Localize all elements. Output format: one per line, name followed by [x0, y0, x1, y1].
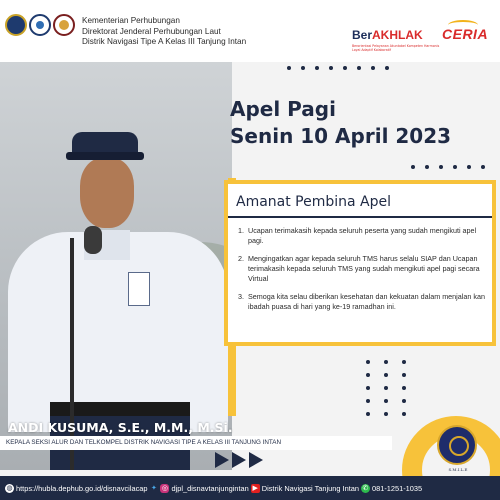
youtube-icon: ▶: [252, 485, 258, 492]
list-item: [238, 254, 488, 284]
smile-logo: [437, 425, 477, 465]
header: [0, 0, 500, 62]
arrow-right-icon: [232, 452, 246, 468]
item-text: Semoga kita selau diberikan kesehatan dan kekuatan dalam menjalan kan ibadah puasa di hari yang ke-19 ramadhan ini.: [248, 292, 485, 311]
amanat-list: [238, 226, 488, 320]
whatsapp-icon: ✆: [362, 485, 369, 492]
website-link[interactable]: https://hubla.dephub.go.id/disnavcilacap: [16, 483, 148, 493]
instagram-handle[interactable]: djpl_disnavtanjungintan: [171, 483, 249, 493]
face: [80, 158, 134, 228]
item-text: Mengingatkan agar kepada seluruh TMS harus selalu SIAP dan Ucapan terimakasih kepada seluruh TMS yang sudah mengikuti apel pagi secara Virtual: [248, 254, 480, 283]
item-text: Ucapan terimakasih kepada seluruh peserta yang sudah mengikuti apel pagi.: [248, 226, 477, 245]
sea-transport-logo: [29, 14, 51, 36]
dot-row-top: [287, 66, 389, 70]
youtube-channel[interactable]: Distrik Navigasi Tanjung Intan: [261, 483, 359, 493]
card-divider: [228, 216, 492, 218]
phone-number[interactable]: 081-1251-1035: [371, 483, 423, 493]
item-number: 3.: [238, 292, 244, 301]
org-line-3: Distrik Navigasi Tipe A Kelas III Tanjung Intan: [82, 37, 247, 46]
footer-youtube[interactable]: [251, 484, 359, 493]
footer-instagram[interactable]: [149, 484, 248, 493]
arrow-right-icon: [215, 452, 229, 468]
speaker-photo: [0, 62, 232, 470]
footer-phone[interactable]: [361, 484, 422, 493]
organization-name: [82, 16, 246, 48]
amanat-card: [224, 180, 496, 346]
berakhlak-logo: [352, 28, 423, 42]
smile-label: S.M.I.L.E: [448, 467, 468, 472]
title-line-1: Apel Pagi: [230, 97, 336, 121]
org-line-2: Direktorat Jenderal Perhubungan Laut: [82, 26, 221, 36]
id-badge: [128, 272, 150, 306]
arrow-right-icon: [249, 452, 263, 468]
item-number: 2.: [238, 254, 244, 263]
card-heading: Amanat Pembina Apel: [236, 194, 392, 210]
dot-row-mid: [411, 165, 485, 169]
cap-brim: [66, 152, 144, 160]
item-number: 1.: [238, 226, 244, 235]
list-item: [238, 226, 488, 246]
list-item: [238, 292, 488, 312]
disnav-logo: [53, 14, 75, 36]
ceria-text: CERIA: [442, 26, 489, 42]
ministry-logo: [5, 14, 27, 36]
footer-bar: [0, 476, 500, 500]
berakhlak-main: AKHLAK: [372, 28, 423, 42]
speaker-position: KEPALA SEKSI ALUR DAN TELKOMPEL DISTRIK NAVIGASI TIPE A KELAS III TANJUNG INTAN: [0, 436, 392, 450]
footer-website[interactable]: [5, 484, 147, 493]
arrow-decoration: [215, 452, 266, 468]
berakhlak-prefix: Ber: [352, 28, 373, 42]
page-title: [230, 96, 451, 150]
org-line-1: Kementerian Perhubungan: [82, 16, 180, 25]
ceria-logo: [442, 22, 490, 56]
berakhlak-tagline: Berorientasi Pelayanan Akuntabel Kompeten Harmonis Loyal Adaptif Kolaboratif: [352, 44, 440, 52]
speaker-name: ANDI KUSUMA, S.E., M.M., M.Si.: [8, 420, 233, 435]
twitter-icon: ✦: [151, 485, 157, 492]
globe-icon: ◍: [6, 485, 13, 492]
dot-grid: [366, 360, 406, 416]
title-line-2: Senin 10 April 2023: [230, 124, 452, 148]
microphone-icon: [84, 226, 102, 254]
instagram-icon: ◎: [161, 485, 169, 492]
